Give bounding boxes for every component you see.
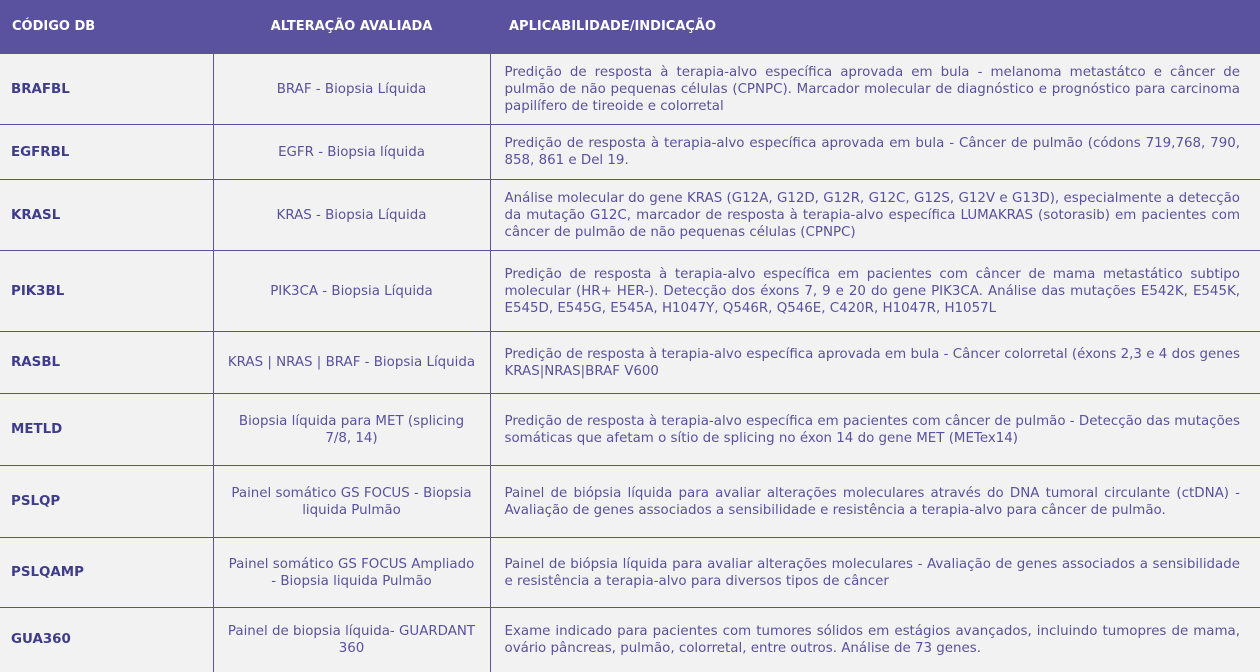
header-application: APLICABILIDADE/INDICAÇÃO <box>490 0 1260 54</box>
table-header-row <box>0 0 1260 54</box>
header-code: CÓDIGO DB <box>0 0 213 54</box>
header-alteration: ALTERAÇÃO AVALIADA <box>213 0 490 54</box>
table-row <box>0 251 1260 332</box>
row-code: PSLQP <box>0 466 213 538</box>
row-code: PIK3BL <box>0 251 213 332</box>
row-code: KRASL <box>0 180 213 251</box>
row-alteration: Painel somático GS FOCUS Ampliado - Biopsia liquida Pulmão <box>213 538 490 608</box>
row-code: GUA360 <box>0 608 213 672</box>
row-application: Predição de resposta à terapia-alvo específica aprovada em bula - melanoma metastátco e câncer de pulmão de não pequenas células (CPNPC). Marcador molecular de diagnóstico e prognóstico para carcinoma papilífero de tireoide e colorretal <box>490 54 1260 125</box>
row-application: Exame indicado para pacientes com tumores sólidos em estágios avançados, incluindo tumopres de mama, ovário pâncreas, pulmão, colorretal, entre outros. Análise de 73 genes. <box>490 608 1260 672</box>
row-application: Predição de resposta à terapia-alvo específica aprovada em bula - Câncer de pulmão (códons 719,768, 790, 858, 861 e Del 19. <box>490 125 1260 180</box>
table-row <box>0 180 1260 251</box>
row-application: Análise molecular do gene KRAS (G12A, G12D, G12R, G12C, G12S, G12V e G13D), especialmente a detecção da mutação G12C, marcador de resposta à terapia-alvo específica LUMAKRAS (sotorasib) em pacientes com câncer de pulmão de não pequenas células (CPNPC) <box>490 180 1260 251</box>
table-row <box>0 394 1260 466</box>
row-alteration: PIK3CA - Biopsia Líquida <box>213 251 490 332</box>
row-alteration: KRAS - Biopsia Líquida <box>213 180 490 251</box>
row-code: METLD <box>0 394 213 466</box>
row-alteration: Painel de biopsia líquida- GUARDANT 360 <box>213 608 490 672</box>
row-alteration: BRAF - Biopsia Líquida <box>213 54 490 125</box>
row-application: Predição de resposta à terapia-alvo específica em pacientes com câncer de mama metastático subtipo molecular (HR+ HER-). Detecção dos éxons 7, 9 e 20 do gene PIK3CA. Análise das mutações E542K, E545K, E545D, E545G, E545A, H1047Y, Q546R, Q546E, C420R, H1047R, H1057L <box>490 251 1260 332</box>
row-code: BRAFBL <box>0 54 213 125</box>
row-code: RASBL <box>0 332 213 394</box>
row-alteration: Painel somático GS FOCUS - Biopsia liquida Pulmão <box>213 466 490 538</box>
table-row <box>0 332 1260 394</box>
row-alteration: Biopsia líquida para MET (splicing 7/8, 14) <box>213 394 490 466</box>
row-application: Predição de resposta à terapia-alvo específica em pacientes com câncer de pulmão - Detecção das mutações somáticas que afetam o sítio de splicing no éxon 14 do gene MET (METex14) <box>490 394 1260 466</box>
table-row <box>0 608 1260 672</box>
row-alteration: KRAS | NRAS | BRAF - Biopsia Líquida <box>213 332 490 394</box>
row-application: Painel de biópsia líquida para avaliar alterações moleculares através do DNA tumoral circulante (ctDNA) - Avaliação de genes associados a sensibilidade e resistência a terapia-alvo para câncer de pulmão. <box>490 466 1260 538</box>
table-row <box>0 466 1260 538</box>
row-application: Predição de resposta à terapia-alvo específica aprovada em bula - Câncer colorretal (éxons 2,3 e 4 dos genes KRAS|NRAS|BRAF V600 <box>490 332 1260 394</box>
table-row <box>0 125 1260 180</box>
table-row <box>0 54 1260 125</box>
row-code: EGFRBL <box>0 125 213 180</box>
row-alteration: EGFR - Biopsia líquida <box>213 125 490 180</box>
row-application: Painel de biópsia líquida para avaliar alterações moleculares - Avaliação de genes associados a sensibilidade e resistência a terapia-alvo para diversos tipos de câncer <box>490 538 1260 608</box>
table-row <box>0 538 1260 608</box>
row-code: PSLQAMP <box>0 538 213 608</box>
